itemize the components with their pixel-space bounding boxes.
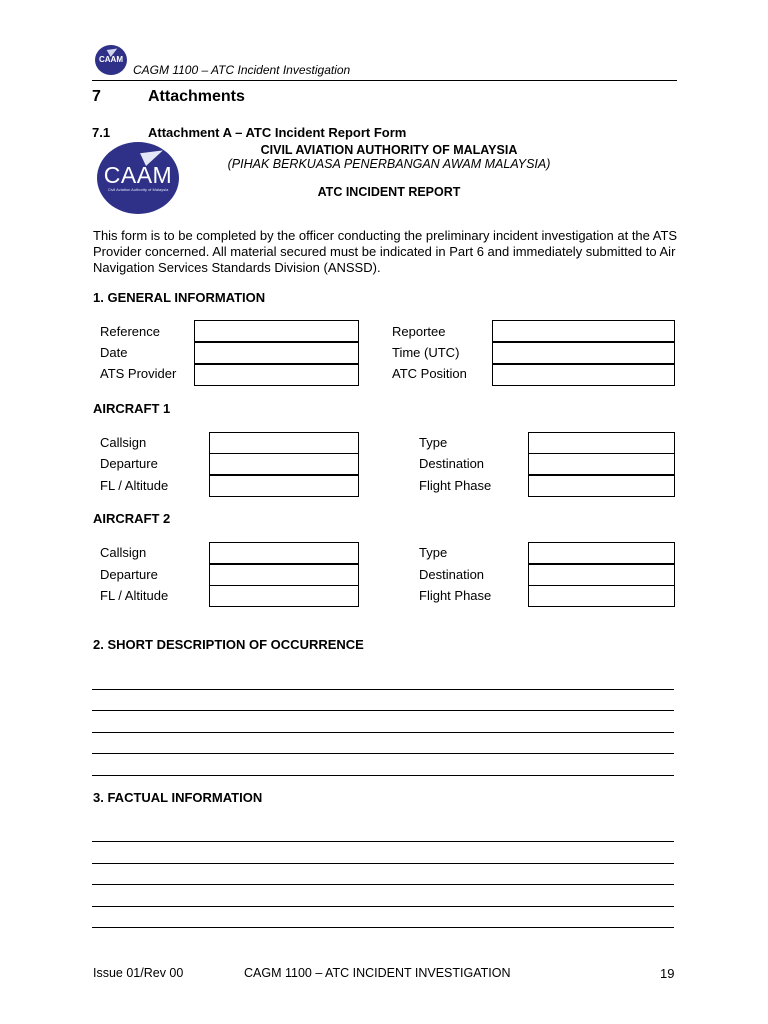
caam-logo-small bbox=[95, 45, 127, 75]
aircraft-2-altitude-field[interactable] bbox=[209, 585, 359, 607]
ats-provider-field[interactable] bbox=[194, 364, 359, 386]
description-line[interactable] bbox=[92, 753, 674, 754]
logo-text: CAAM bbox=[103, 162, 173, 188]
factual-line[interactable] bbox=[92, 863, 674, 864]
time-utc-label: Time (UTC) bbox=[392, 345, 460, 360]
aircraft-2-flight-phase-label: Flight Phase bbox=[419, 588, 492, 603]
reference-label: Reference bbox=[100, 324, 160, 339]
factual-line[interactable] bbox=[92, 927, 674, 928]
org-name-malay: (PIHAK BERKUASA PENERBANGAN AWAM MALAYSIA) bbox=[227, 157, 551, 171]
description-line[interactable] bbox=[92, 732, 674, 733]
aircraft-2-type-label: Type bbox=[419, 545, 448, 560]
aircraft-1-destination-field[interactable] bbox=[528, 453, 675, 475]
footer-issue: Issue 01/Rev 00 bbox=[93, 966, 184, 980]
aircraft-1-departure-label: Departure bbox=[100, 456, 158, 471]
date-label: Date bbox=[100, 345, 128, 360]
aircraft-1-flight-phase-label: Flight Phase bbox=[419, 478, 492, 493]
footer-document: CAGM 1100 – ATC INCIDENT INVESTIGATION bbox=[244, 966, 511, 980]
header-divider bbox=[92, 80, 677, 81]
aircraft-1-type-label: Type bbox=[419, 435, 448, 450]
reportee-label: Reportee bbox=[392, 324, 446, 339]
aircraft-1-heading: AIRCRAFT 1 bbox=[93, 401, 171, 416]
factual-line[interactable] bbox=[92, 841, 674, 842]
atc-position-label: ATC Position bbox=[392, 366, 467, 381]
description-line[interactable] bbox=[92, 689, 674, 690]
aircraft-2-destination-label: Destination bbox=[419, 567, 485, 582]
logo-subtext: Civil Aviation Authority of Malaysia bbox=[107, 187, 169, 192]
aircraft-1-altitude-field[interactable] bbox=[209, 475, 359, 497]
factual-line[interactable] bbox=[92, 884, 674, 885]
caam-logo-large bbox=[97, 142, 179, 214]
factual-line[interactable] bbox=[92, 906, 674, 907]
aircraft-1-departure-field[interactable] bbox=[209, 453, 359, 475]
report-title: ATC INCIDENT REPORT bbox=[317, 185, 461, 199]
description-line[interactable] bbox=[92, 710, 674, 711]
aircraft-2-type-field[interactable] bbox=[528, 542, 675, 564]
aircraft-2-heading: AIRCRAFT 2 bbox=[93, 511, 171, 526]
reference-field[interactable] bbox=[194, 320, 359, 342]
aircraft-2-destination-field[interactable] bbox=[528, 564, 675, 586]
time-utc-field[interactable] bbox=[492, 342, 675, 364]
description-line[interactable] bbox=[92, 775, 674, 776]
logo-text: CAAM bbox=[99, 55, 123, 64]
aircraft-1-destination-label: Destination bbox=[419, 456, 485, 471]
header-title: CAGM 1100 – ATC Incident Investigation bbox=[133, 63, 351, 77]
general-information-heading: 1. GENERAL INFORMATION bbox=[93, 290, 266, 305]
org-name: CIVIL AVIATION AUTHORITY OF MALAYSIA bbox=[260, 143, 518, 157]
aircraft-1-callsign-field[interactable] bbox=[209, 432, 359, 454]
aircraft-2-flight-phase-field[interactable] bbox=[528, 585, 675, 607]
aircraft-1-altitude-label: FL / Altitude bbox=[100, 478, 169, 493]
ats-provider-label: ATS Provider bbox=[100, 366, 177, 381]
atc-position-field[interactable] bbox=[492, 364, 675, 386]
aircraft-2-callsign-label: Callsign bbox=[100, 545, 147, 560]
page-number: 19 bbox=[660, 966, 675, 981]
aircraft-1-flight-phase-field[interactable] bbox=[528, 475, 675, 497]
subsection-title: Attachment A – ATC Incident Report Form bbox=[148, 125, 407, 140]
intro-paragraph: This form is to be completed by the officer conducting the preliminary incident investigation at the ATS Provider concerned. All material secured must be indicated in Part 6 and immediately submitted to Air Navigation Services Standards Division (ANSSD). bbox=[93, 228, 678, 275]
reportee-field[interactable] bbox=[492, 320, 675, 342]
section-title: Attachments bbox=[148, 88, 245, 105]
factual-information-heading: 3. FACTUAL INFORMATION bbox=[93, 790, 263, 805]
subsection-number: 7.1 bbox=[92, 125, 111, 140]
aircraft-1-callsign-label: Callsign bbox=[100, 435, 147, 450]
date-field[interactable] bbox=[194, 342, 359, 364]
short-description-heading: 2. SHORT DESCRIPTION OF OCCURRENCE bbox=[93, 637, 364, 652]
aircraft-2-callsign-field[interactable] bbox=[209, 542, 359, 564]
aircraft-2-departure-field[interactable] bbox=[209, 564, 359, 586]
aircraft-1-type-field[interactable] bbox=[528, 432, 675, 454]
aircraft-2-departure-label: Departure bbox=[100, 567, 158, 582]
aircraft-2-altitude-label: FL / Altitude bbox=[100, 588, 169, 603]
section-number: 7 bbox=[92, 88, 101, 105]
